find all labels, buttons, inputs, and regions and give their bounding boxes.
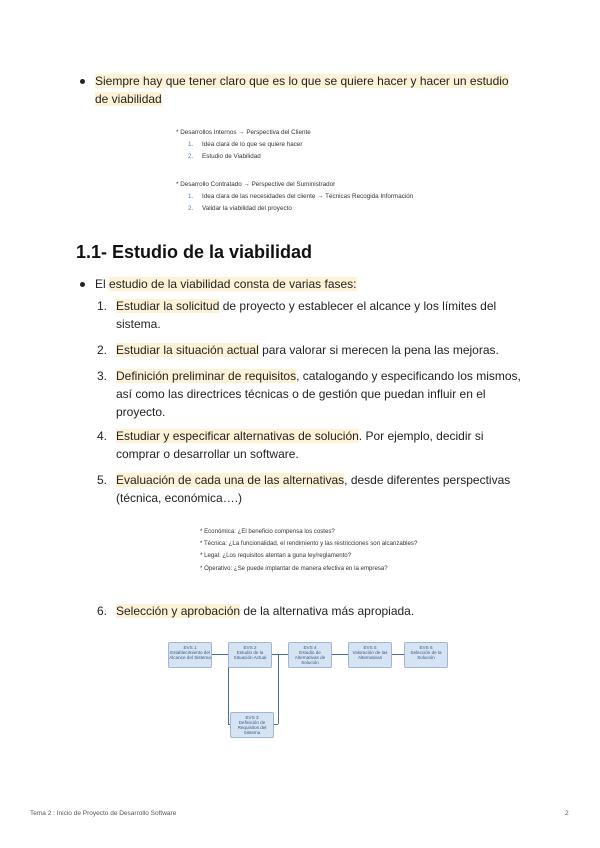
group1-item: 1. Idea clara de lo que se quiere hacer <box>188 141 303 148</box>
evs-4-box: EVS 4 Estudio de Alternativas de Solución <box>288 642 332 668</box>
bullet-dot <box>80 79 85 84</box>
criterion-technical: * Técnica: ¿La funcionalidad, el rendimiento y las restricciones son alcanzables? <box>200 540 418 548</box>
group2-item: 2. Validar la viabilidad del proyecto <box>188 205 292 212</box>
intro-text: El estudio de la viabilidad consta de varias fases: <box>95 277 357 291</box>
step-6: Selección y aprobación de la alternativa más apropiada. <box>116 604 415 618</box>
connector-line <box>278 654 279 724</box>
step-number: 3. <box>97 369 108 383</box>
group2-item: 1. Idea clara de las necesidades del cliente → Técnicas Recogida Información <box>188 193 414 200</box>
criterion-legal: * Legal: ¿Los requisitos atentan a guna ley/reglamento? <box>200 552 352 560</box>
evs-5-box: EVS 5 Valoración de las Alternativas <box>348 642 392 668</box>
top-bullet-line2: de viabilidad <box>95 92 162 106</box>
top-bullet-text <box>95 72 535 108</box>
evaluation-criteria-image <box>200 526 460 576</box>
group2-heading: * Desarrollo Contratado → Perspective del Suministrador <box>176 181 336 188</box>
connector-line <box>332 654 348 655</box>
connector-line <box>392 654 404 655</box>
top-bullet-line1: Siempre hay que tener claro que es lo que se quiere hacer y hacer un estudio <box>95 74 509 88</box>
group1-item: 2. Estudio de Viabilidad <box>188 153 261 160</box>
footer-title: Tema 2 : Inicio de Proyecto de Desarrollo Software <box>30 810 177 817</box>
criterion-economic: * Económica: ¿El beneficio compensa los costes? <box>200 528 335 535</box>
step-number: 1. <box>97 299 108 313</box>
group1-heading: * Desarrollos Internos → Perspectiva del Cliente <box>176 129 311 136</box>
evs-6-box: EVS 6 Selección de la Solución <box>404 642 448 668</box>
step-4: Estudiar y especificar alternativas de solución. Por ejemplo, decidir si comprar o desarrollar un software. <box>116 429 484 461</box>
page-number: 2 <box>565 810 569 817</box>
step-5: Evaluación de cada una de las alternativas, desde diferentes perspectivas (técnica, económica….) <box>116 473 511 505</box>
evs-3-box: EVS 3 Definición de Requisitos del Sistema <box>230 712 274 738</box>
step-number: 5. <box>97 473 108 487</box>
step-number: 4. <box>97 429 108 443</box>
connector-line <box>272 654 288 655</box>
step-3: Definición preliminar de requisitos, catalogando y especificando los mismos, así como las directrices técnicas o de gestión que puedan influir en el proyecto. <box>116 369 521 419</box>
criterion-operative: * Operativo: ¿Se puede implantar de manera efectiva en la empresa? <box>200 564 388 572</box>
development-perspectives-image <box>176 128 436 220</box>
connector-line <box>212 654 228 655</box>
step-2: Estudiar la situación actual para valorar si merecen la pena las mejoras. <box>116 343 499 357</box>
section-title: 1.1- Estudio de la viabilidad <box>76 242 313 262</box>
bullet-dot <box>80 282 85 287</box>
evs-1-box: EVS 1 Establecimiento del Alcance del Sistema <box>168 642 212 668</box>
step-1: Estudiar la solicitud de proyecto y establecer el alcance y los límites del sistema. <box>116 299 497 331</box>
evs-2-box: EVS 2 Estudio de la Situación Actual <box>228 642 272 668</box>
step-number: 2. <box>97 343 108 357</box>
step-number: 6. <box>97 604 108 618</box>
evs-process-diagram <box>168 642 472 742</box>
